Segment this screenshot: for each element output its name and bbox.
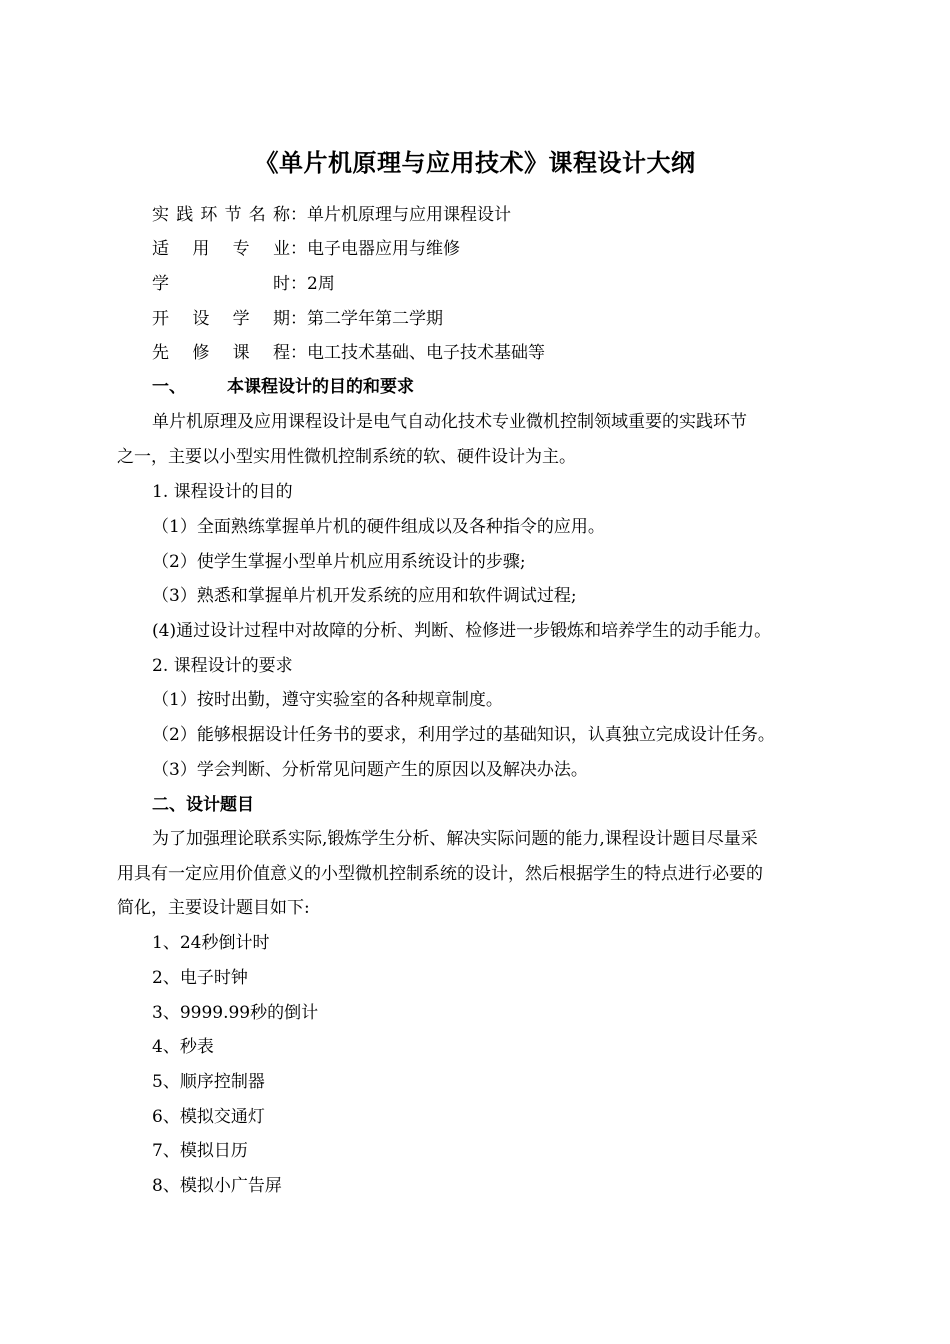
topic-item: 2、电子时钟 — [152, 968, 248, 988]
topic-item: 8、模拟小广告屏 — [152, 1176, 282, 1196]
list-item: (4)通过设计过程中对故障的分析、判断、检修进一步锻炼和培养学生的动手能力。 — [152, 621, 772, 641]
meta-label: 先修课程 — [152, 343, 290, 363]
list-item: （1）按时出勤，遵守实验室的各种规章制度。 — [152, 690, 503, 710]
meta-value: 第二学年第二学期 — [307, 309, 443, 329]
section-title: 本课程设计的目的和要求 — [227, 377, 414, 397]
meta-value: 电子电器应用与维修 — [307, 239, 460, 259]
meta-value: 2周 — [307, 274, 335, 294]
paragraph-line: 为了加强理论联系实际,锻炼学生分析、解决实际问题的能力,课程设计题目尽量采 — [152, 829, 758, 849]
list-item: （2）使学生掌握小型单片机应用系统设计的步骤; — [152, 552, 526, 572]
list-item: （3）学会判断、分析常见问题产生的原因以及解决办法。 — [152, 760, 588, 780]
meta-label: 适用专业 — [152, 239, 290, 259]
list-item: （3）熟悉和掌握单片机开发系统的应用和软件调试过程; — [152, 586, 577, 606]
section-heading: 二、设计题目 — [152, 795, 254, 815]
paragraph-line: 单片机原理及应用课程设计是电气自动化技术专业微机控制领域重要的实践环节 — [152, 412, 747, 432]
section-heading — [152, 376, 414, 398]
list-item: （1）全面熟练掌握单片机的硬件组成以及各种指令的应用。 — [152, 517, 605, 537]
meta-label: 开设学期 — [152, 309, 290, 329]
topic-item: 3、9999.99秒的倒计 — [152, 1003, 319, 1023]
meta-row — [152, 308, 443, 330]
meta-row — [152, 273, 335, 295]
topic-item: 6、模拟交通灯 — [152, 1107, 265, 1127]
meta-sep: ： — [290, 239, 307, 259]
meta-sep: ： — [290, 309, 307, 329]
paragraph-line: 简化，主要设计题目如下: — [117, 898, 310, 918]
section-number: 一、 — [152, 377, 186, 397]
meta-label: 实践环节名称 — [152, 205, 290, 225]
meta-sep: ： — [290, 205, 307, 225]
paragraph-line: 用具有一定应用价值意义的小型微机控制系统的设计，然后根据学生的特点进行必要的 — [117, 864, 763, 884]
subsection-heading: 2. 课程设计的要求 — [152, 656, 293, 676]
topic-item: 1、24秒倒计时 — [152, 933, 270, 953]
document-title: 《单片机原理与应用技术》课程设计大纲 — [254, 148, 696, 177]
meta-row — [152, 204, 511, 226]
topic-item: 4、秒表 — [152, 1037, 214, 1057]
meta-value: 单片机原理与应用课程设计 — [307, 205, 511, 225]
meta-label: 学时 — [152, 274, 290, 294]
subsection-heading: 1. 课程设计的目的 — [152, 482, 293, 502]
topic-item: 5、顺序控制器 — [152, 1072, 265, 1092]
paragraph-line: 之一，主要以小型实用性微机控制系统的软、硬件设计为主。 — [117, 447, 576, 467]
list-item: （2）能够根据设计任务书的要求，利用学过的基础知识，认真独立完成设计任务。 — [152, 725, 775, 745]
meta-sep: ： — [290, 274, 307, 294]
meta-sep: ： — [290, 343, 307, 363]
topic-item: 7、模拟日历 — [152, 1141, 248, 1161]
meta-row — [152, 342, 545, 364]
meta-row — [152, 238, 460, 260]
meta-value: 电工技术基础、电子技术基础等 — [307, 343, 545, 363]
